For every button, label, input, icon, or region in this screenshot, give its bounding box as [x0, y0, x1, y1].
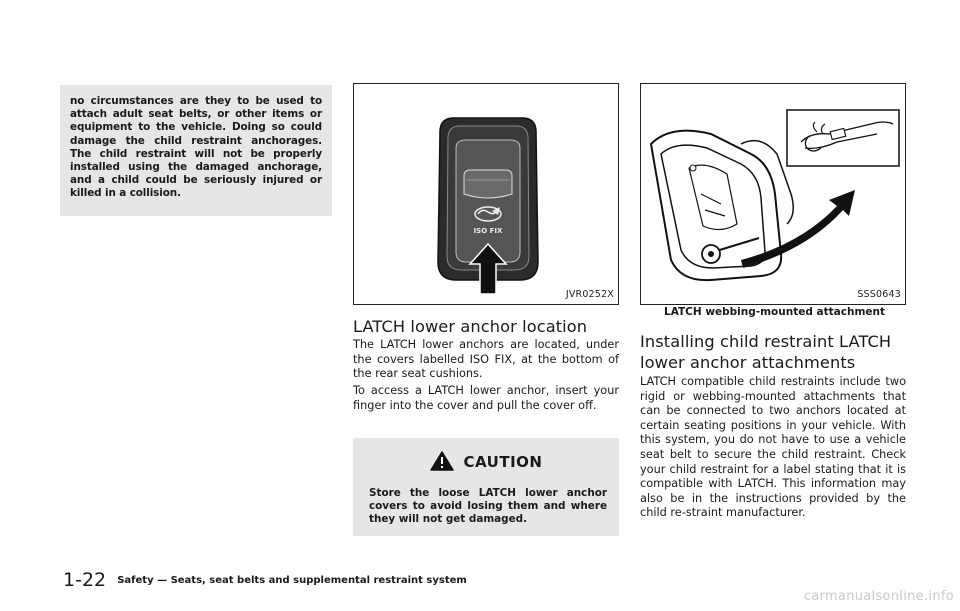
isofix-label: ISO FIX — [473, 227, 503, 235]
figure-code: SSS0643 — [857, 289, 901, 300]
figure-latch-cover — [353, 83, 619, 305]
page-number: 1-22 — [63, 569, 107, 591]
figure-code: JVR0252X — [565, 289, 614, 300]
page-footer — [63, 569, 467, 591]
paragraph-latch-location: The LATCH lower anchors are located, under the covers labelled ISO FIX, at the bottom of the rear seat cushions. — [353, 338, 619, 381]
caution-title: CAUTION — [463, 453, 543, 471]
warning-triangle-icon — [430, 451, 454, 471]
latch-webbing-illustration — [641, 84, 905, 304]
heading-line-1: Installing child restraint LATCH — [640, 332, 892, 351]
figure-caption: LATCH webbing-mounted attachment — [664, 306, 885, 318]
latch-cover-illustration — [354, 84, 618, 304]
inset-detail-box — [787, 110, 899, 166]
section-heading-installing-latch — [640, 331, 891, 373]
caution-text: Store the loose LATCH lower anchor covers to avoid losing them and where they will not get damaged. — [369, 487, 607, 526]
warning-text: no circumstances are they to be used to attach adult seat belts, or other items or equipment to the vehicle. Doing so could damage the child restraint anchorages. The child restraint will not be properly installed using the damaged anchorage, and a child could be seriously injured or killed in a collision. — [70, 95, 322, 200]
section-heading-latch-location: LATCH lower anchor location — [353, 317, 588, 336]
figure-latch-webbing — [640, 83, 906, 305]
paragraph-installing-latch: LATCH compatible child restraints include two rigid or webbing-mounted attachments that can be connected to two anchors located at certain seating positions in your vehicle. With this system, you do not have to use a vehicle seat belt to secure the child restraint. Check your child restraint for a label stating that it is compatible with LATCH. This information may also be in the instructions provided by the child re-straint manufacturer. — [640, 375, 906, 520]
watermark: carmanualsonline.info — [803, 589, 954, 604]
heading-line-2: lower anchor attachments — [640, 353, 856, 372]
caution-heading — [353, 451, 619, 471]
paragraph-access-anchor: To access a LATCH lower anchor, insert your finger into the cover and pull the cover off. — [353, 384, 619, 412]
caution-box — [353, 438, 619, 536]
warning-box — [60, 85, 332, 216]
footer-section-title: Safety — Seats, seat belts and supplemental restraint system — [117, 574, 467, 586]
